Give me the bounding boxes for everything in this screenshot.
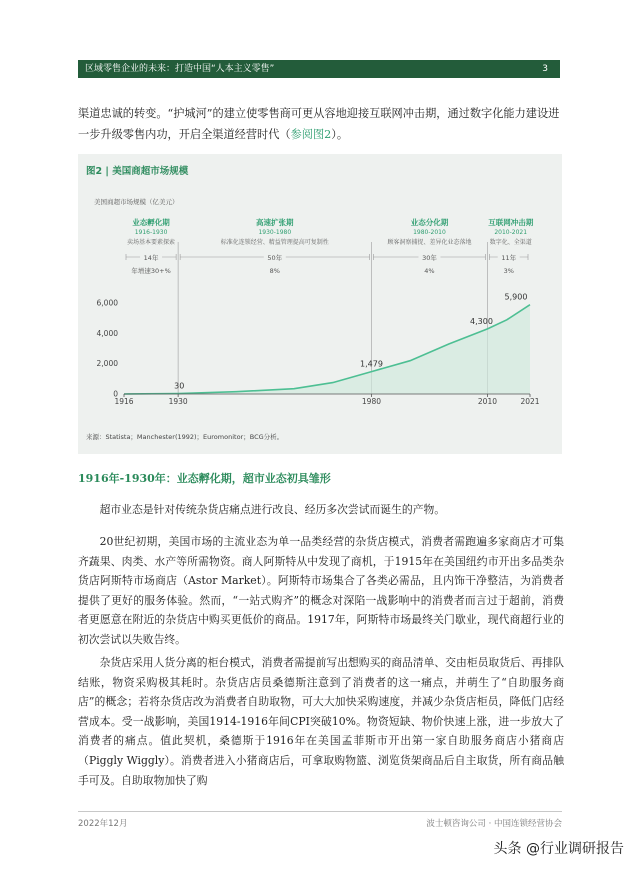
phase-desc: 卖场基本要素探索	[127, 239, 176, 246]
phase-desc: 标准化连锁经营、精益管理提高可复制性	[220, 239, 329, 246]
phase-growth: 年增速30+%	[131, 267, 171, 275]
x-tick-label: 1980	[361, 397, 382, 406]
phase-growth: 4%	[424, 267, 435, 275]
data-label: 5,900	[504, 292, 528, 302]
intro-text: 渠道忠诚的转变。“护城河”的建立使零售商可更从容地迎接互联网冲击期，通过数字化能力建设进一步升级零售内功，开启全渠道经营时代（	[78, 107, 560, 141]
phase-duration: 50年	[267, 254, 283, 262]
watermark: 头条 @行业调研报告	[493, 841, 624, 857]
data-label: 1,479	[360, 359, 383, 369]
figure-title: 图2 | 美国商超市场规模	[86, 166, 189, 177]
market-size-chart	[78, 154, 562, 454]
figure-2	[78, 154, 562, 454]
phase-years: 1980-2010	[413, 229, 446, 236]
header-title: 区域零售企业的未来：打造中国“人本主义零售”	[85, 64, 275, 74]
phase-desc: 数字化、全渠道	[489, 239, 532, 246]
intro-tail: ）。	[331, 128, 349, 141]
phase-name: 业态分化期	[410, 218, 449, 227]
footer-date: 2022年12月	[78, 819, 128, 829]
footer-org: 波士顿咨询公司 · 中国连锁经营协会	[426, 819, 562, 829]
y-tick-label: 4,000	[96, 328, 118, 338]
y-tick-label: 6,000	[96, 298, 118, 308]
phase-years: 2010-2021	[494, 229, 528, 236]
paragraph-2: 20世纪初期，美国市场的主流业态为单一品类经营的杂货店模式，消费者需跑遍多家商店才可集齐蔬果、肉类、水产等所需物资。商人阿斯特从中发现了商机，于1915年在美国纽约市开出多品类杂货店阿斯特市场商店（Astor Market）。阿斯特市场集合了各类必需品，且内饰干净整洁，为消费者提供了更好的服务体验。然而，“一站式购齐”的概念对深陷一战影响中的消费者而言过于超前，消费者更愿意在附近的杂货店中购买更低价的商品。1917年，阿斯特市场最终关门歇业，现代商超行业的初次尝试以失败告终。	[78, 535, 564, 646]
phase-desc: 顾客洞察捕捉、差异化业态落地	[387, 239, 472, 246]
phase-growth: 8%	[269, 267, 280, 275]
paragraph-3: 杂货店采用人货分离的柜台模式，消费者需提前写出想购买的商品清单、交由柜员取货后、再排队结账，物资采购极其耗时。杂货店店员桑德斯注意到了消费者的这一痛点，并萌生了“自助服务商店”的概念；若将杂货店改为消费者自助取物，可大大加快采购速度，并减少杂货店柜员，降低门店经营成本。受一战影响，美国1914-1916年间CPI突破10%。物资短缺、物价快速上涨，进一步放大了消费者的痛点。值此契机，桑德斯于1916年在美国孟菲斯市开出第一家自助服务商店小猪商店（Piggly Wiggly）。消费者进入小猪商店后，可拿取购物篮、浏览货架商品后自主取货，所有商品触手可及。自助取物加快了购	[78, 656, 564, 787]
footer-divider	[78, 811, 562, 812]
data-label: 4,300	[470, 316, 493, 326]
paragraph-1: 超市业态是针对传统杂货店痛点进行改良、经历多次尝试而诞生的产物。	[99, 503, 446, 516]
phase-name: 高速扩张期	[256, 218, 294, 227]
phase-years: 1930-1980	[258, 229, 292, 236]
data-label: 30	[174, 381, 185, 391]
page-number: 3	[542, 64, 548, 74]
x-tick-label: 1930	[168, 397, 188, 406]
y-tick-label: 2,000	[96, 359, 118, 369]
page-header	[78, 60, 560, 78]
y-axis-label: 美国商超市场规模（亿美元）	[94, 198, 179, 206]
phase-duration: 14年	[143, 254, 159, 262]
x-tick-label: 2010	[477, 397, 498, 406]
intro-paragraph	[78, 103, 564, 145]
phase-growth: 3%	[503, 267, 514, 275]
phase-name: 业态孵化期	[132, 218, 170, 227]
figure-reference-link[interactable]: 参阅图2	[290, 128, 332, 141]
phase-duration: 30年	[422, 254, 437, 262]
x-tick-label: 2021	[520, 397, 540, 406]
section-title: 1916年-1930年：业态孵化期，超市业态初具雏形	[78, 472, 331, 485]
phase-duration: 11年	[501, 254, 517, 262]
phase-years: 1916-1930	[134, 229, 168, 236]
y-tick-label: 0	[113, 389, 118, 399]
figure-source: 来源：Statista；Manchester(1992)；Euromonitor；BCG分析。	[86, 433, 284, 441]
phase-name: 互联网冲击期	[488, 218, 534, 227]
x-tick-label: 1916	[114, 397, 134, 406]
